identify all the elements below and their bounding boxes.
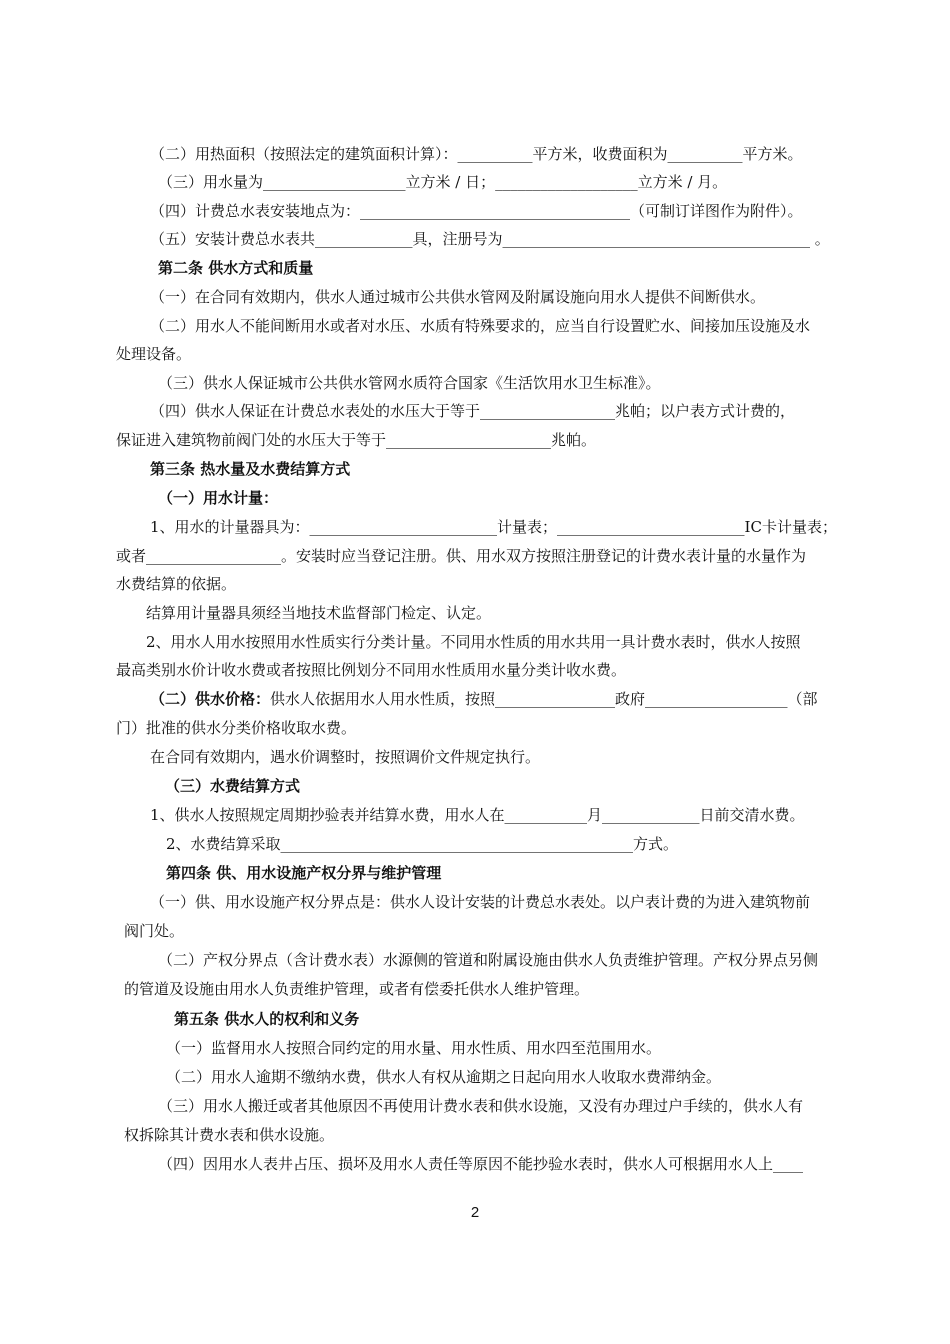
- subsection-heading: （二）供水价格：: [150, 690, 271, 708]
- clause-text: 权拆除其计费水表和供水设施。: [124, 1126, 335, 1144]
- clause-text: 1、用水的计量器具为：_________________________计量表；_________________________IC卡计量表；: [150, 518, 837, 536]
- clause-text: （四）供水人保证在计费总水表处的水压大于等于__________________兆帕；以户表方式计费的，: [150, 402, 796, 420]
- clause-text: （四）计费总水表安装地点为：____________________________________（可制订详图作为附件）。: [150, 202, 803, 220]
- clause-text: 水费结算的依据。: [116, 575, 237, 593]
- clause-text: 1、供水人按照规定周期抄验表并结算水费，用水人在___________月_____________日前交清水费。: [150, 806, 805, 824]
- clause-text: 供水人依据用水人用水性质，按照________________政府___________________（部: [270, 690, 818, 708]
- section-heading: 第五条 供水人的权利和义务: [174, 1010, 360, 1028]
- clause-text: （一）监督用水人按照合同约定的用水量、用水性质、用水四至范围用水。: [166, 1039, 662, 1057]
- clause-text: （二）用热面积（按照法定的建筑面积计算）：__________平方米，收费面积为__________平方米。: [150, 145, 803, 163]
- clause-text: 保证进入建筑物前阀门处的水压大于等于______________________兆帕。: [116, 431, 597, 449]
- section-heading: 第四条 供、用水设施产权分界与维护管理: [166, 864, 442, 882]
- section-heading: 第二条 供水方式和质量: [158, 259, 314, 277]
- clause-text: （四）因用水人表井占压、损坏及用水人责任等原因不能抄验水表时，供水人可根据用水人上____: [158, 1155, 804, 1173]
- clause-text: （一）在合同有效期内，供水人通过城市公共供水管网及附属设施向用水人提供不间断供水。: [150, 288, 766, 306]
- clause-text: 2、水费结算采取_______________________________________________方式。: [166, 835, 679, 853]
- clause-text: [150, 688, 910, 710]
- clause-text: 门）批准的供水分类价格收取水费。: [116, 719, 357, 737]
- subsection-heading: （一）用水计量：: [158, 489, 279, 507]
- section-heading: 第三条 热水量及水费结算方式: [150, 460, 351, 478]
- clause-text: （三）用水人搬迁或者其他原因不再使用计费水表和供水设施，又没有办理过户手续的，供水人有: [158, 1097, 804, 1115]
- subsection-heading: （三）水费结算方式: [165, 777, 301, 795]
- clause-text: （一）供、用水设施产权分界点是：供水人设计安装的计费总水表处。以户表计费的为进入建筑物前: [150, 893, 811, 911]
- clause-text: 或者__________________。安装时应当登记注册。供、用水双方按照注册登记的计费水表计量的水量作为: [116, 547, 807, 565]
- clause-text: 在合同有效期内，遇水价调整时，按照调价文件规定执行。: [150, 748, 541, 766]
- clause-text: （二）产权分界点（含计费水表）水源侧的管道和附属设施由供水人负责维护管理。产权分界点另侧: [158, 951, 819, 969]
- clause-text: （三）供水人保证城市公共供水管网水质符合国家《生活饮用水卫生标准》。: [158, 374, 661, 392]
- clause-text: （二）用水人不能间断用水或者对水压、水质有特殊要求的，应当自行设置贮水、间接加压设施及水: [150, 317, 811, 335]
- clause-text: （五）安装计费总水表共_____________具，注册号为_________________________________________ 。: [150, 230, 830, 248]
- clause-text: 处理设备。: [116, 345, 192, 363]
- clause-text: （三）用水量为___________________立方米 / 日；___________________立方米 / 月。: [158, 173, 728, 191]
- page-number: 2: [470, 1204, 480, 1221]
- clause-text: 的管道及设施由用水人负责维护管理，或者有偿委托供水人维护管理。: [124, 980, 590, 998]
- clause-text: 最高类别水价计收水费或者按照比例划分不同用水性质用水量分类计收水费。: [116, 661, 627, 679]
- clause-text: （二）用水人逾期不缴纳水费，供水人有权从逾期之日起向用水人收取水费滞纳金。: [166, 1068, 722, 1086]
- clause-text: 阀门处。: [124, 922, 185, 940]
- clause-text: 2、用水人用水按照用水性质实行分类计量。不同用水性质的用水共用一具计费水表时，供水人按照: [146, 633, 801, 651]
- clause-text: 结算用计量器具须经当地技术监督部门检定、认定。: [146, 604, 492, 622]
